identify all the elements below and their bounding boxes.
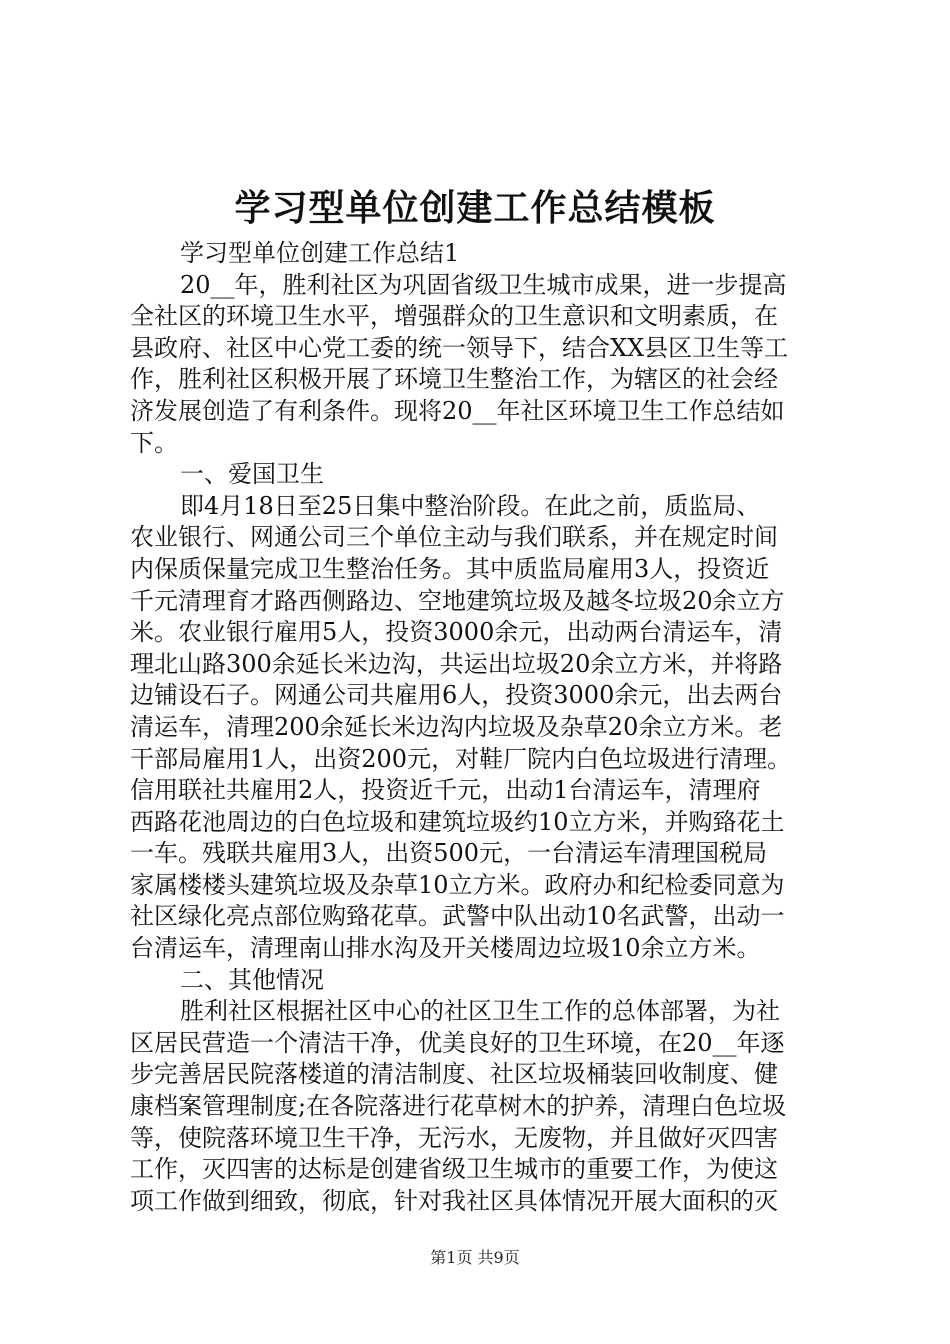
text-line: 20__年，胜利社区为巩固省级卫生城市成果，进一步提高 (180, 270, 787, 299)
text-line: 区居民营造一个清洁干净，优美良好的卫生环境，在20__年逐 (130, 1028, 785, 1057)
text-line: 工作，灭四害的达标是创建省级卫生城市的重要工作，为使这 (130, 1155, 778, 1184)
text-line: 项工作做到细致，彻底，针对我社区具体情况开展大面积的灭 (130, 1186, 778, 1215)
document-body (130, 238, 825, 1217)
text-line: 康档案管理制度;在各院落进行花草树木的护养，清理白色垃圾 (130, 1092, 787, 1121)
text-line: 农业银行、网通公司三个单位主动与我们联系，并在规定时间 (130, 523, 778, 552)
text-line: 干部局雇用1人，出资200元，对鞋厂院内白色垃圾进行清理。 (130, 744, 792, 773)
text-line: 清运车，清理200余延长米边沟内垃圾及杂草20余立方米。老 (130, 712, 783, 741)
text-line: 作，胜利社区积极开展了环境卫生整治工作，为辖区的社会经 (130, 365, 778, 394)
text-line: 家属楼楼头建筑垃圾及杂草10立方米。政府办和纪检委同意为 (130, 870, 785, 899)
text-line: 胜利社区根据社区中心的社区卫生工作的总体部署，为社 (180, 997, 780, 1026)
text-line: 一车。残联共雇用3人，出资500元，一台清运车清理国税局 (130, 839, 768, 868)
subtitle-line: 学习型单位创建工作总结1 (180, 239, 460, 267)
text-line: 千元清理育才路西侧路边、空地建筑垃圾及越冬垃圾20余立方 (130, 586, 785, 615)
text-line: 信用联社共雇用2人，投资近千元，出动1台清运车，清理府 (130, 776, 761, 805)
section-heading: 一、爱国卫生 (180, 460, 324, 489)
text-line: 县政府、社区中心党工委的统一领导下，结合XX县区卫生等工 (130, 333, 789, 362)
text-line: 米。农业银行雇用5人，投资3000余元，出动两台清运车，清 (130, 618, 783, 647)
text-line: 社区绿化亮点部位购臵花草。武警中队出动10名武警，出动一 (130, 902, 785, 931)
text-line: 等，使院落环境卫生干净，无污水，无废物，并且做好灭四害 (130, 1123, 778, 1152)
page-number-footer: 第1页 共9页 (430, 1248, 520, 1267)
text-line: 即4月18日至25日集中整治阶段。在此之前，质监局、 (180, 491, 761, 520)
text-line: 理北山路300余延长米边沟，共运出垃圾20余立方米，并将路 (130, 649, 783, 678)
text-line: 台清运车，清理南山排水沟及开关楼周边垃圾10余立方米。 (130, 934, 761, 963)
text-line: 下。 (130, 428, 178, 457)
text-line: 步完善居民院落楼道的清洁制度、社区垃圾桶装回收制度、健 (130, 1060, 778, 1089)
text-line: 济发展创造了有利条件。现将20__年社区环境卫生工作总结如 (130, 396, 785, 425)
text-line: 内保质保量完成卫生整治任务。其中质监局雇用3人，投资近 (130, 554, 770, 583)
text-line: 边铺设石子。网通公司共雇用6人，投资3000余元，出去两台 (130, 681, 783, 710)
document-title: 学习型单位创建工作总结模板 (234, 187, 716, 229)
text-line: 全社区的环境卫生水平，增强群众的卫生意识和文明素质，在 (130, 302, 778, 331)
section-heading: 二、其他情况 (180, 965, 324, 994)
text-line: 西路花池周边的白色垃圾和建筑垃圾约10立方米，并购臵花土 (130, 807, 785, 836)
